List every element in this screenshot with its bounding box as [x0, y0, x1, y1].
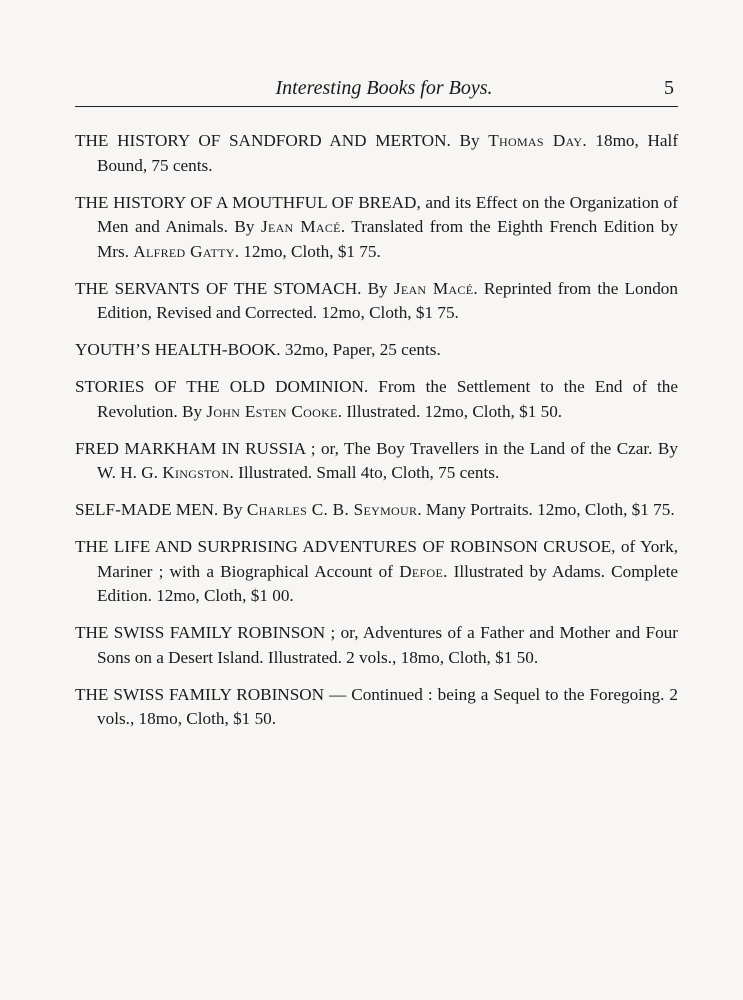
book-entry-self-made-men: SELF-MADE MEN. By Charles C. B. Seymour. Many Portraits. 12mo, Cloth, $1 75. [75, 500, 675, 519]
book-entry-swiss-family-robinson: THE SWISS FAMILY ROBINSON ; or, Adventures of a Father and Mother and Four Sons on a Desert Island. Illustrated. 2 vols., 18mo, Cloth, $1 50. [75, 623, 678, 667]
book-entry-old-dominion: STORIES OF THE OLD DOMINION. From the Settlement to the End of the Revolution. By John Esten Cooke. Illustrated. 12mo, Cloth, $1 50. [75, 377, 678, 421]
book-entry-fred-markham: FRED MARKHAM IN RUSSIA ; or, The Boy Travellers in the Land of the Czar. By W. H. G. Kingston. Illustrated. Small 4to, Cloth, 75 cents. [75, 438, 678, 482]
running-head [74, 76, 678, 104]
book-entry-mouthful-of-bread: THE HISTORY OF A MOUTHFUL OF BREAD, and its Effect on the Organization of Men and Animals. By Jean Macé. Translated from the Eighth French Edition by Mrs. Alfred Gatty. 12mo, Cloth, $1 75. [75, 192, 678, 261]
running-title: Interesting Books for Boys. [275, 77, 493, 99]
header-rule [75, 106, 678, 107]
book-entry-youths-health-book: YOUTH’S HEALTH-BOOK. 32mo, Paper, 25 cents. [75, 340, 441, 359]
book-entry-swiss-family-continued: THE SWISS FAMILY ROBINSON — Continued : being a Sequel to the Foregoing. 2 vols., 18mo, Cloth, $1 50. [75, 684, 679, 728]
book-list [75, 129, 678, 732]
book-entry-servants-of-stomach: THE SERVANTS OF THE STOMACH. By Jean Macé. Reprinted from the London Edition, Revised and Corrected. 12mo, Cloth, $1 75. [75, 278, 678, 322]
page-number: 5 [664, 77, 674, 99]
book-entry-robinson-crusoe: THE LIFE AND SURPRISING ADVENTURES OF ROBINSON CRUSOE, of York, Mariner ; with a Biographical Account of Defoe. Illustrated by Adams. Complete Edition. 12mo, Cloth, $1 00. [75, 537, 679, 605]
book-entry-sandford-merton: THE HISTORY OF SANDFORD AND MERTON. By Thomas Day. 18mo, Half Bound, 75 cents. [75, 131, 679, 175]
